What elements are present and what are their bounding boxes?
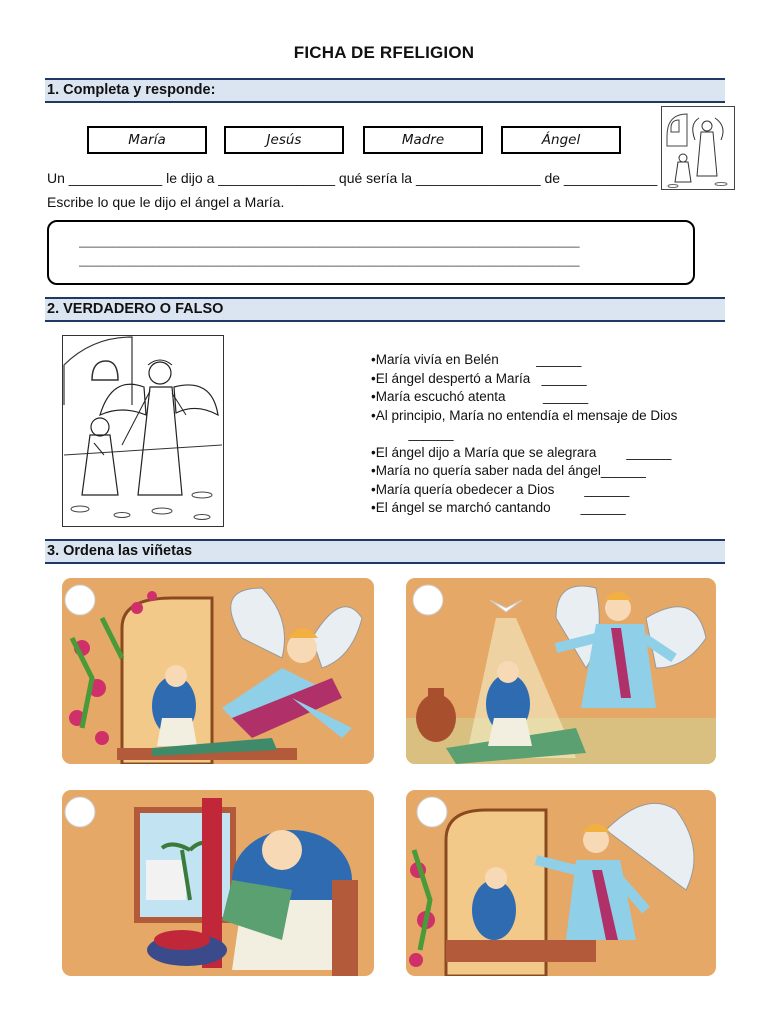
tf-statement[interactable]: •María vivía en Belén ______ (371, 352, 582, 367)
section-3-header: 3. Ordena las viñetas (45, 539, 725, 564)
word-bank-madre: Madre (363, 126, 483, 154)
tf-statement: •Al principio, María no entendía el mensaje de Dios (371, 407, 678, 423)
tf-statement[interactable]: •María escuchó atenta ______ (371, 389, 589, 404)
tf-statement[interactable]: •María no quería saber nada del ángel______ (371, 463, 646, 478)
angel-and-mary-coloring-icon (661, 106, 735, 190)
word-bank-angel: Ángel (501, 126, 621, 154)
answer-box[interactable] (47, 220, 695, 285)
answer-line-1[interactable]: ___________________________________________________________________________ (79, 234, 580, 248)
tf-statement[interactable]: •María quería obedecer a Dios ______ (371, 481, 630, 497)
comic-panel-3 (62, 790, 374, 976)
angel-and-mary-coloring-icon (62, 335, 224, 527)
tf-statement[interactable]: •El ángel despertó a María ______ (371, 370, 587, 386)
section-2-header: 2. VERDADERO O FALSO (45, 297, 725, 322)
comic-panel-2 (406, 578, 716, 764)
word-bank-maria: María (87, 126, 207, 154)
page-title: FICHA DE RFELIGION (293, 43, 475, 62)
tf-statement[interactable]: •El ángel dijo a María que se alegrara ______ (371, 444, 672, 460)
tf-statement[interactable]: •El ángel se marchó cantando ______ (371, 500, 626, 515)
writing-prompt: Escribe lo que le dijo el ángel a María. (47, 194, 285, 210)
word-bank-jesus: Jesús (224, 126, 344, 154)
fill-in-sentence[interactable]: Un ____________ le dijo a _______________ qué sería la ________________ de ____________ (47, 170, 658, 186)
section-1-header: 1. Completa y responde: (45, 78, 725, 103)
true-false-list (371, 351, 677, 518)
answer-line-2[interactable]: ___________________________________________________________________________ (79, 253, 580, 267)
comic-panel-1 (62, 578, 374, 764)
tf-answer-blank[interactable]: ______ (371, 426, 454, 441)
comic-panel-4 (406, 790, 716, 976)
